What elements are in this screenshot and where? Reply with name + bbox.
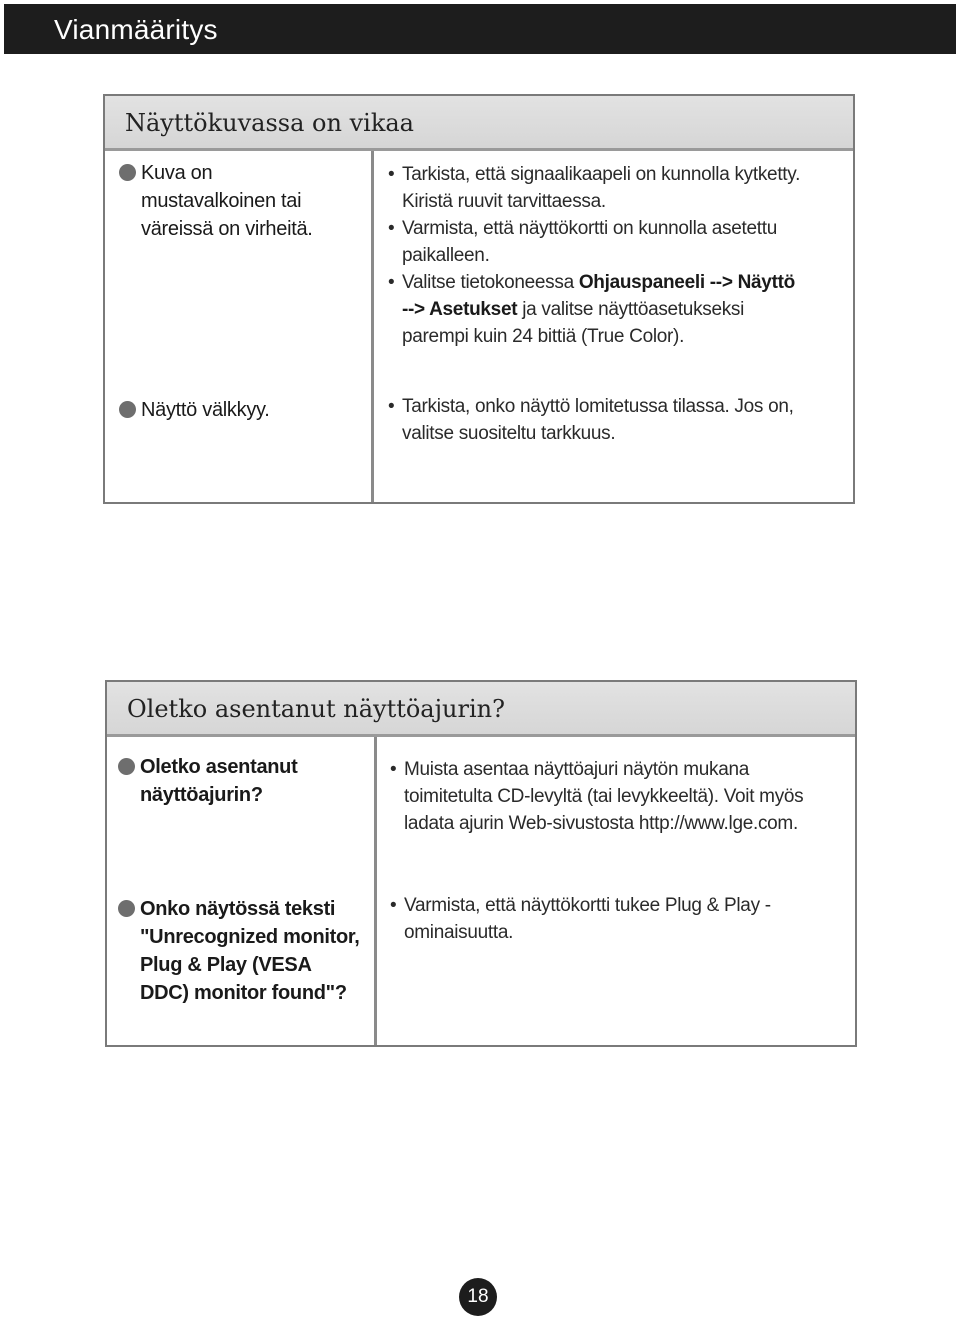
bullet-dot-icon: •	[390, 759, 397, 780]
panel-title: Näyttökuvassa on vikaa	[125, 109, 414, 137]
problem-text: Kuva on mustavalkoinen tai väreissä on virheitä.	[141, 162, 313, 240]
problem-text: Näyttö välkkyy.	[141, 399, 270, 421]
header-bar	[4, 4, 956, 54]
solution-text: Tarkista, onko näyttö lomitetussa tilassa. Jos on, valitse suositeltu tarkkuus.	[402, 396, 794, 444]
problem-text: Oletko asentanut näyttöajurin?	[140, 756, 298, 806]
solution-list	[388, 393, 838, 447]
panel-image-problems	[103, 94, 855, 504]
bullet-circle-icon	[119, 401, 136, 418]
problem-item	[118, 895, 376, 1007]
bullet-circle-icon	[119, 164, 136, 181]
solution-item	[390, 892, 845, 946]
solution-text-part: ja valitse näyttöasetukseksi parempi kuin 24 bittiä (True Color).	[402, 299, 745, 347]
bullet-circle-icon	[118, 758, 135, 775]
panel-header	[105, 96, 853, 151]
panel-title: Oletko asentanut näyttöajurin?	[127, 695, 505, 723]
bullet-dot-icon: •	[388, 396, 395, 417]
panel-header	[107, 682, 855, 737]
bullet-dot-icon: •	[390, 895, 397, 916]
problem-item	[118, 753, 368, 809]
column-divider	[371, 151, 374, 502]
solution-text	[402, 272, 795, 347]
bullet-circle-icon	[118, 900, 135, 917]
solution-text-bold: Ohjauspaneeli --> Näyttö --> Asetukset	[402, 272, 795, 320]
panel-driver-installation	[105, 680, 857, 1047]
solution-text: Tarkista, että signaalikaapeli on kunnolla kytketty. Kiristä ruuvit tarvittaessa.	[402, 164, 801, 212]
solution-item	[388, 393, 838, 447]
page-number-badge: 18	[459, 1278, 497, 1316]
bullet-dot-icon: •	[388, 272, 395, 293]
problem-text: Onko näytössä teksti "Unrecognized monitor, Plug & Play (VESA DDC) monitor found"?	[140, 898, 360, 1004]
solution-item	[388, 161, 838, 215]
solution-item	[388, 269, 838, 350]
solution-text: Muista asentaa näyttöajuri näytön mukana toimitetulta CD-levyltä (tai levykkeeltä). Voit myös ladata ajurin Web-sivustosta http://www.lge.com.	[404, 759, 804, 834]
bullet-dot-icon: •	[388, 218, 395, 239]
page-title: Vianmääritys	[54, 14, 218, 45]
bullet-dot-icon: •	[388, 164, 395, 185]
solution-item	[390, 756, 845, 837]
solution-item	[388, 215, 838, 269]
problem-item	[119, 159, 359, 243]
solution-text: Varmista, että näyttökortti on kunnolla asetettu paikalleen.	[402, 218, 777, 266]
solution-list	[388, 161, 838, 350]
solution-list	[390, 756, 845, 837]
solution-text: Varmista, että näyttökortti tukee Plug & Play - ominaisuutta.	[404, 895, 771, 943]
solution-text-part: Valitse tietokoneessa	[402, 272, 579, 293]
problem-item	[119, 396, 359, 424]
solution-list	[390, 892, 845, 946]
